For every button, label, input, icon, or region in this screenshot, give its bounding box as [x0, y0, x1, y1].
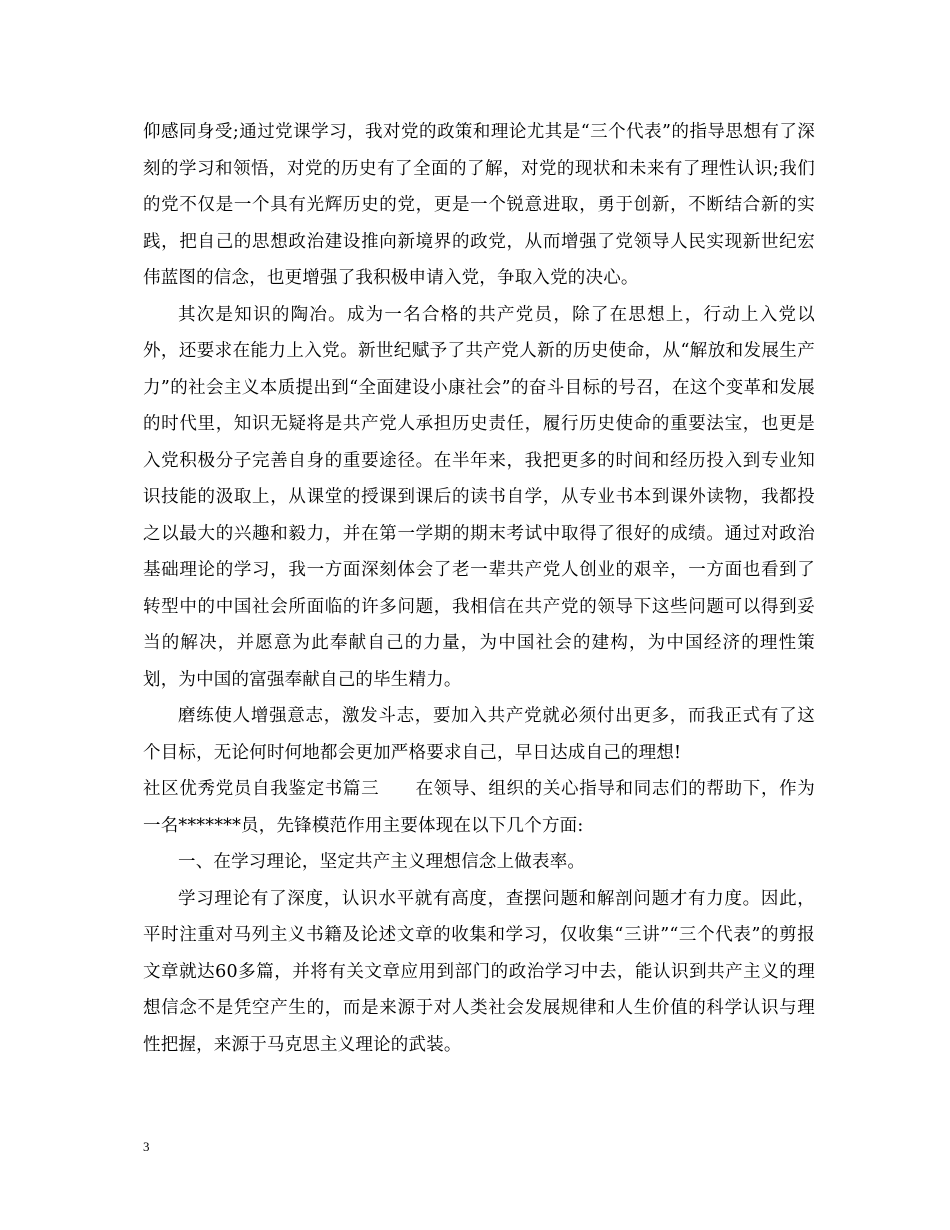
paragraph-article-three-heading: 社区优秀党员自我鉴定书篇三 在领导、组织的关心指导和同志们的帮助下，作为一名*******员，先锋模范作用主要体现在以下几个方面: [143, 779, 815, 836]
document-body [143, 114, 815, 1063]
page-number: 3 [143, 1139, 150, 1154]
paragraph-party-course-study: 仰感同身受;通过党课学习，我对党的政策和理论尤其是“三个代表”的指导思想有了深刻的学习和领悟，对党的历史有了全面的了解，对党的现状和未来有了理性认识;我们的党不仅是一个具有光辉历史的党，更是一个锐意进取，勇于创新，不断结合新的实践，把自己的思想政治建设推向新境界的政党，从而增强了党领导人民实现新世纪宏伟蓝图的信念，也更增强了我积极申请入党，争取入党的决心。 [143, 122, 815, 288]
paragraph-knowledge-cultivation: 其次是知识的陶冶。成为一名合格的共产党员，除了在思想上，行动上入党以外，还要求在能力上入党。新世纪赋予了共产党人新的历史使命，从“解放和发展生产力”的社会主义本质提出到“全面建设小康社会”的奋斗目标的号召，在这个变革和发展的时代里，知识无疑将是共产党人承担历史责任，履行历史使命的重要法宝，也更是入党积极分子完善自身的重要途径。在半年来，我把更多的时间和经历投入到专业知识技能的汲取上，从课堂的授课到课后的读书自学，从专业书本到课外读物，我都投之以最大的兴趣和毅力，并在第一学期的期末考试中取得了很好的成绩。通过对政治基础理论的学习，我一方面深刻体会了老一辈共产党人创业的艰辛，一方面也看到了转型中的中国社会所面临的许多问题，我相信在共产党的领导下这些问题可以得到妥当的解决，并愿意为此奉献自己的力量，为中国社会的建构，为中国经济的理性策划，为中国的富强奉献自己的毕生精力。 [143, 304, 815, 690]
paragraph-tempering-will: 磨练使人增强意志，激发斗志，要加入共产党就必须付出更多，而我正式有了这个目标，无论何时何地都会更加严格要求自己，早日达成自己的理想! [143, 706, 815, 763]
paragraph-theory-study: 学习理论有了深度，认识水平就有高度，查摆问题和解剖问题才有力度。因此，平时注重对马列主义书籍及论述文章的收集和学习，仅收集“三讲”“三个代表”的剪报文章就达60多篇，并将有关文章应用到部门的政治学习中去，能认识到共产主义的理想信念不是凭空产生的，而是来源于对人类社会发展规律和人生价值的科学认识与理性把握，来源于马克思主义理论的武装。 [143, 888, 815, 1055]
paragraph-section-one-heading: 一、在学习理论，坚定共产主义理想信念上做表率。 [178, 852, 586, 872]
